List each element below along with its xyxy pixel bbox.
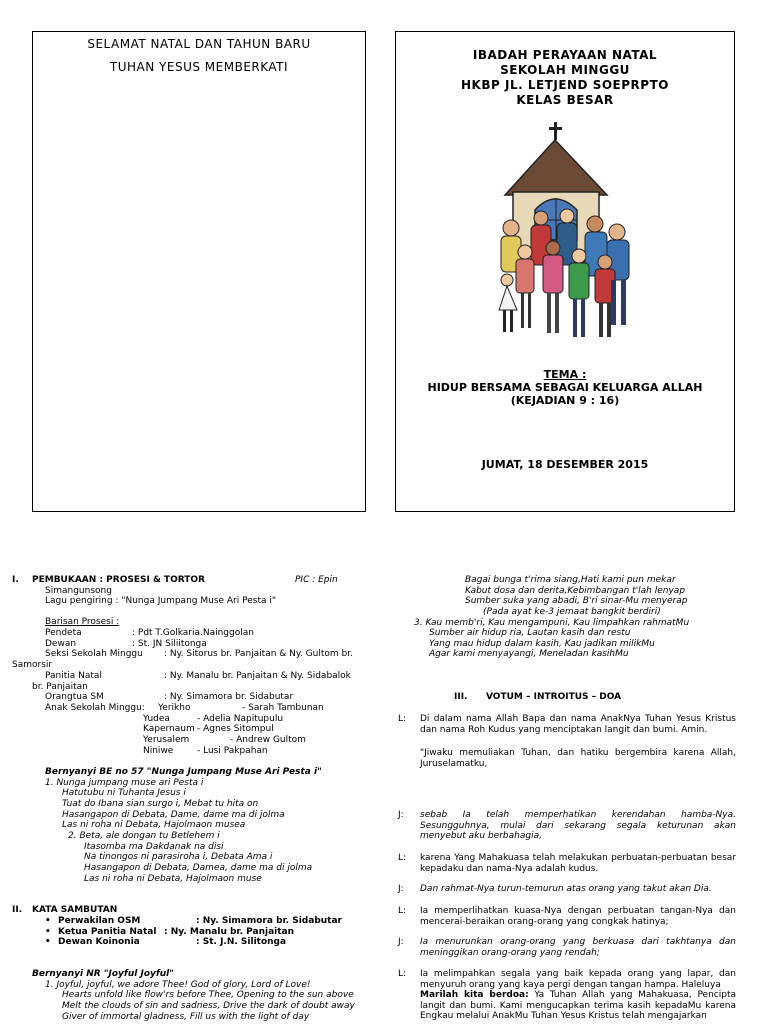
tema-label: TEMA : — [543, 368, 587, 381]
sambutan-role: Dewan Koinonia — [58, 937, 140, 947]
song-1-verse-2-line: 2. Beta, ale dongan tu Betlehem i — [68, 831, 220, 841]
prosesi-name: : St. JN Siliitonga — [132, 639, 207, 649]
anak-left: Yerusalem — [143, 735, 190, 745]
prosesi-role: Pendeta — [45, 628, 82, 638]
section-1-number: I. — [12, 575, 19, 585]
cover-title-2: SEKOLAH MINGGU — [500, 63, 630, 77]
prosesi-role: Dewan — [45, 639, 77, 649]
liturgy-speaker: L: — [398, 906, 407, 916]
sambutan-role: Perwakilan OSM — [58, 916, 141, 926]
sambutan-bullet: • — [45, 937, 51, 947]
song-1-verse-2-line: Itasomba ma Dakdanak na disi — [84, 842, 224, 852]
song-2-verse-1-line: Giver of immortal gladness, Fill us with the light of day — [62, 1012, 310, 1022]
song-1-title: Bernyanyi BE no 57 "Nunga Jumpang Muse Ari Pesta i" — [45, 767, 322, 777]
section-2-number: II. — [12, 905, 23, 915]
liturgy-text: karena Yang Mahakuasa telah melakukan perbuatan-perbuatan besar kepadaku dan nama-Nya adalah kudus. — [420, 853, 736, 874]
song-continuation-line: Sumber suka yang abadi, B'ri sinar-Mu menyerap — [465, 596, 688, 606]
liturgy-speaker: J: — [398, 884, 404, 894]
prosesi-name: : Pdt T.Golkaria.Nainggolan — [132, 628, 254, 638]
song-2-title: Bernyanyi NR "Joyful Joyful" — [32, 969, 174, 979]
song-1-verse-2-line: Na tinongos ni parasiroha i, Debata Ama i — [84, 852, 273, 862]
sambutan-bullet: • — [45, 927, 51, 937]
song-continuation-line: Bagai bunga t'rima siang,Hati kami pun mekar — [465, 575, 676, 585]
prosesi-role: Orangtua SM — [45, 692, 104, 702]
service-date: JUMAT, 18 DESEMBER 2015 — [481, 458, 649, 471]
sambutan-name: : Ny. Simamora br. Sidabutar — [196, 916, 342, 926]
lagu-pengiring: Lagu pengiring : "Nunga Jumpang Muse Ari Pesta i" — [45, 596, 276, 606]
liturgy-text: Ia melimpahkan segala yang baik kepada orang yang lapar, dan menyuruh orang yang kaya pergi dengan tangan hampa. Haleluya — [420, 969, 736, 990]
liturgy-speaker: L: — [398, 969, 407, 979]
liturgy-text: sebab Ia telah memperhatikan kerendahan hamba-Nya. Sesungguhnya, mulai dari sekarang segala keturunan akan menyebut aku berbahagia, — [420, 810, 736, 842]
cover-title-4: KELAS BESAR — [516, 93, 614, 107]
song-1-verse-1-line: Tuat do Ibana sian surgo i, Mebat tu hita on — [62, 799, 259, 809]
anak-left: Niniwe — [143, 746, 174, 756]
song-1-verse-1-line: 1. Nunga jumpang muse ari Pesta i — [45, 778, 204, 788]
tema-line-2: (KEJADIAN 9 : 16) — [510, 394, 620, 407]
song-1-verse-1-line: Hatutubu ni Tuhanta Jesus i — [62, 788, 186, 798]
anak-right: - Andrew Gultom — [230, 735, 306, 745]
greeting-line-1: SELAMAT NATAL DAN TAHUN BARU — [87, 37, 311, 51]
prayer-body: Ya Tuhan Allah yang Mahakuasa, Pencipta langit dan bumi. Kami mengucapkan terima kasih kepadaMu karena Engkau melalui AnakMu Tuhan Yesus Kristus telah mengajarkan — [420, 990, 736, 1022]
back-cover — [32, 31, 366, 512]
song-1-verse-1-line: Hasangapon di Debata, Dame, dame ma di jolma — [62, 810, 285, 820]
song-2-verse-1-line: Melt the clouds of sin and sadness, Drive the dark of doubt away — [62, 1001, 355, 1011]
prosesi-name: : Ny. Manalu br. Panjaitan & Ny. Sidabalok — [164, 671, 351, 681]
liturgy-speaker: L: — [398, 853, 407, 863]
liturgy-speaker: J: — [398, 937, 404, 947]
section-3-number: III. — [454, 692, 468, 702]
song-verse-3-line: 3. Kau memb'ri, Kau mengampuni, Kau limpahkan rahmatMu — [414, 618, 690, 628]
anak-left: Kapernaum — [143, 724, 195, 734]
prayer-text — [420, 990, 736, 1022]
song-2-verse-1-line: Hearts unfold like flow'rs before Thee, Opening to the sun above — [62, 990, 354, 1000]
sambutan-role: Ketua Panitia Natal — [58, 927, 157, 937]
song-verse-3-line: Yang mau hidup dalam kasih, Kau jadikan milikMu — [429, 639, 655, 649]
prosesi-role: br. Panjaitan — [32, 682, 88, 692]
prosesi-name: : Ny. Sitorus br. Panjaitan & Ny. Gultom br. — [164, 649, 353, 659]
section-2-title: KATA SAMBUTAN — [32, 905, 118, 915]
prosesi-role: Samorsir — [12, 660, 53, 670]
anak-left: Yudea — [143, 714, 170, 724]
liturgy-text: "Jiwaku memuliakan Tuhan, dan hatiku bergembira karena Allah, Juruselamatku, — [420, 748, 736, 769]
song-continuation-line: (Pada ayat ke-3 jemaat bangkit berdiri) — [483, 607, 661, 617]
prosesi-role: Panitia Natal — [45, 671, 102, 681]
anak-label: Anak Sekolah Minggu: — [45, 703, 145, 713]
prosesi-role: Seksi Sekolah Minggu — [45, 649, 143, 659]
liturgy-text: Dan rahmat-Nya turun-temurun atas orang yang takut akan Dia. — [420, 884, 712, 894]
barisan-prosesi-title: Barisan Prosesi : — [45, 617, 120, 627]
liturgy-speaker: L: — [398, 714, 407, 724]
liturgy-text: Di dalam nama Allah Bapa dan nama AnakNya Tuhan Yesus Kristus dan nama Roh Kudus yang menciptakan langit dan bumi. Amin. — [420, 714, 736, 735]
tema-line-1: HIDUP BERSAMA SEBAGAI KELUARGA ALLAH — [427, 381, 703, 394]
song-verse-3-line: Sumber air hidup ria, Lautan kasih dan restu — [429, 628, 631, 638]
sambutan-name: : St. J.N. Silitonga — [196, 937, 287, 947]
anak-right: - Agnes Sitompul — [197, 724, 274, 734]
song-2-verse-1-line: 1. Joyful, joyful, we adore Thee! God of glory, Lord of Love! — [45, 980, 311, 990]
church-family-illustration — [495, 120, 635, 345]
anak-right: - Adelia Napitupulu — [197, 714, 284, 724]
cover-title-1: IBADAH PERAYAAN NATAL — [472, 48, 658, 62]
section-1-title: PEMBUKAAN : PROSESI & TORTOR — [32, 575, 205, 585]
section-1-pic-cont: Simangunsong — [45, 586, 112, 596]
greeting-line-2: TUHAN YESUS MEMBERKATI — [109, 60, 289, 74]
anak-left: Yerikho — [158, 703, 191, 713]
liturgy-text: Ia memperlihatkan kuasa-Nya dengan perbuatan tangan-Nya dan mencerai-beraikan orang-orang yang congkak hatinya; — [420, 906, 736, 927]
liturgy-text: Ia menurunkan orang-orang yang berkuasa dari takhtanya dan meninggikan orang-orang yang rendah; — [420, 937, 736, 958]
prayer-label: Marilah kita berdoa: — [420, 990, 529, 1000]
cover-title-3: HKBP JL. LETJEND SOEPRPTO — [461, 78, 669, 92]
sambutan-name: : Ny. Manalu br. Panjaitan — [164, 927, 295, 937]
anak-right: - Sarah Tambunan — [242, 703, 324, 713]
anak-right: - Lusi Pakpahan — [197, 746, 268, 756]
song-1-verse-2-line: Hasangapon di Debata, Damea, dame ma di jolma — [84, 863, 313, 873]
song-verse-3-line: Agar kami menyayangi, Meneladan kasihMu — [429, 649, 629, 659]
section-3-title: VOTUM – INTROITUS – DOA — [486, 692, 622, 702]
song-1-verse-1-line: Las ni roha ni Debata, Hajolmaon musea — [62, 820, 246, 830]
section-1-pic: PIC : Epin — [295, 575, 338, 585]
song-continuation-line: Kabut dosa dan derita,Kebimbangan t'lah lenyap — [465, 586, 686, 596]
sambutan-bullet: • — [45, 916, 51, 926]
song-1-verse-2-line: Las ni roha ni Debata, Hajolmaon muse — [84, 874, 262, 884]
liturgy-speaker: J: — [398, 810, 404, 820]
prosesi-name: : Ny. Simamora br. Sidabutar — [164, 692, 294, 702]
